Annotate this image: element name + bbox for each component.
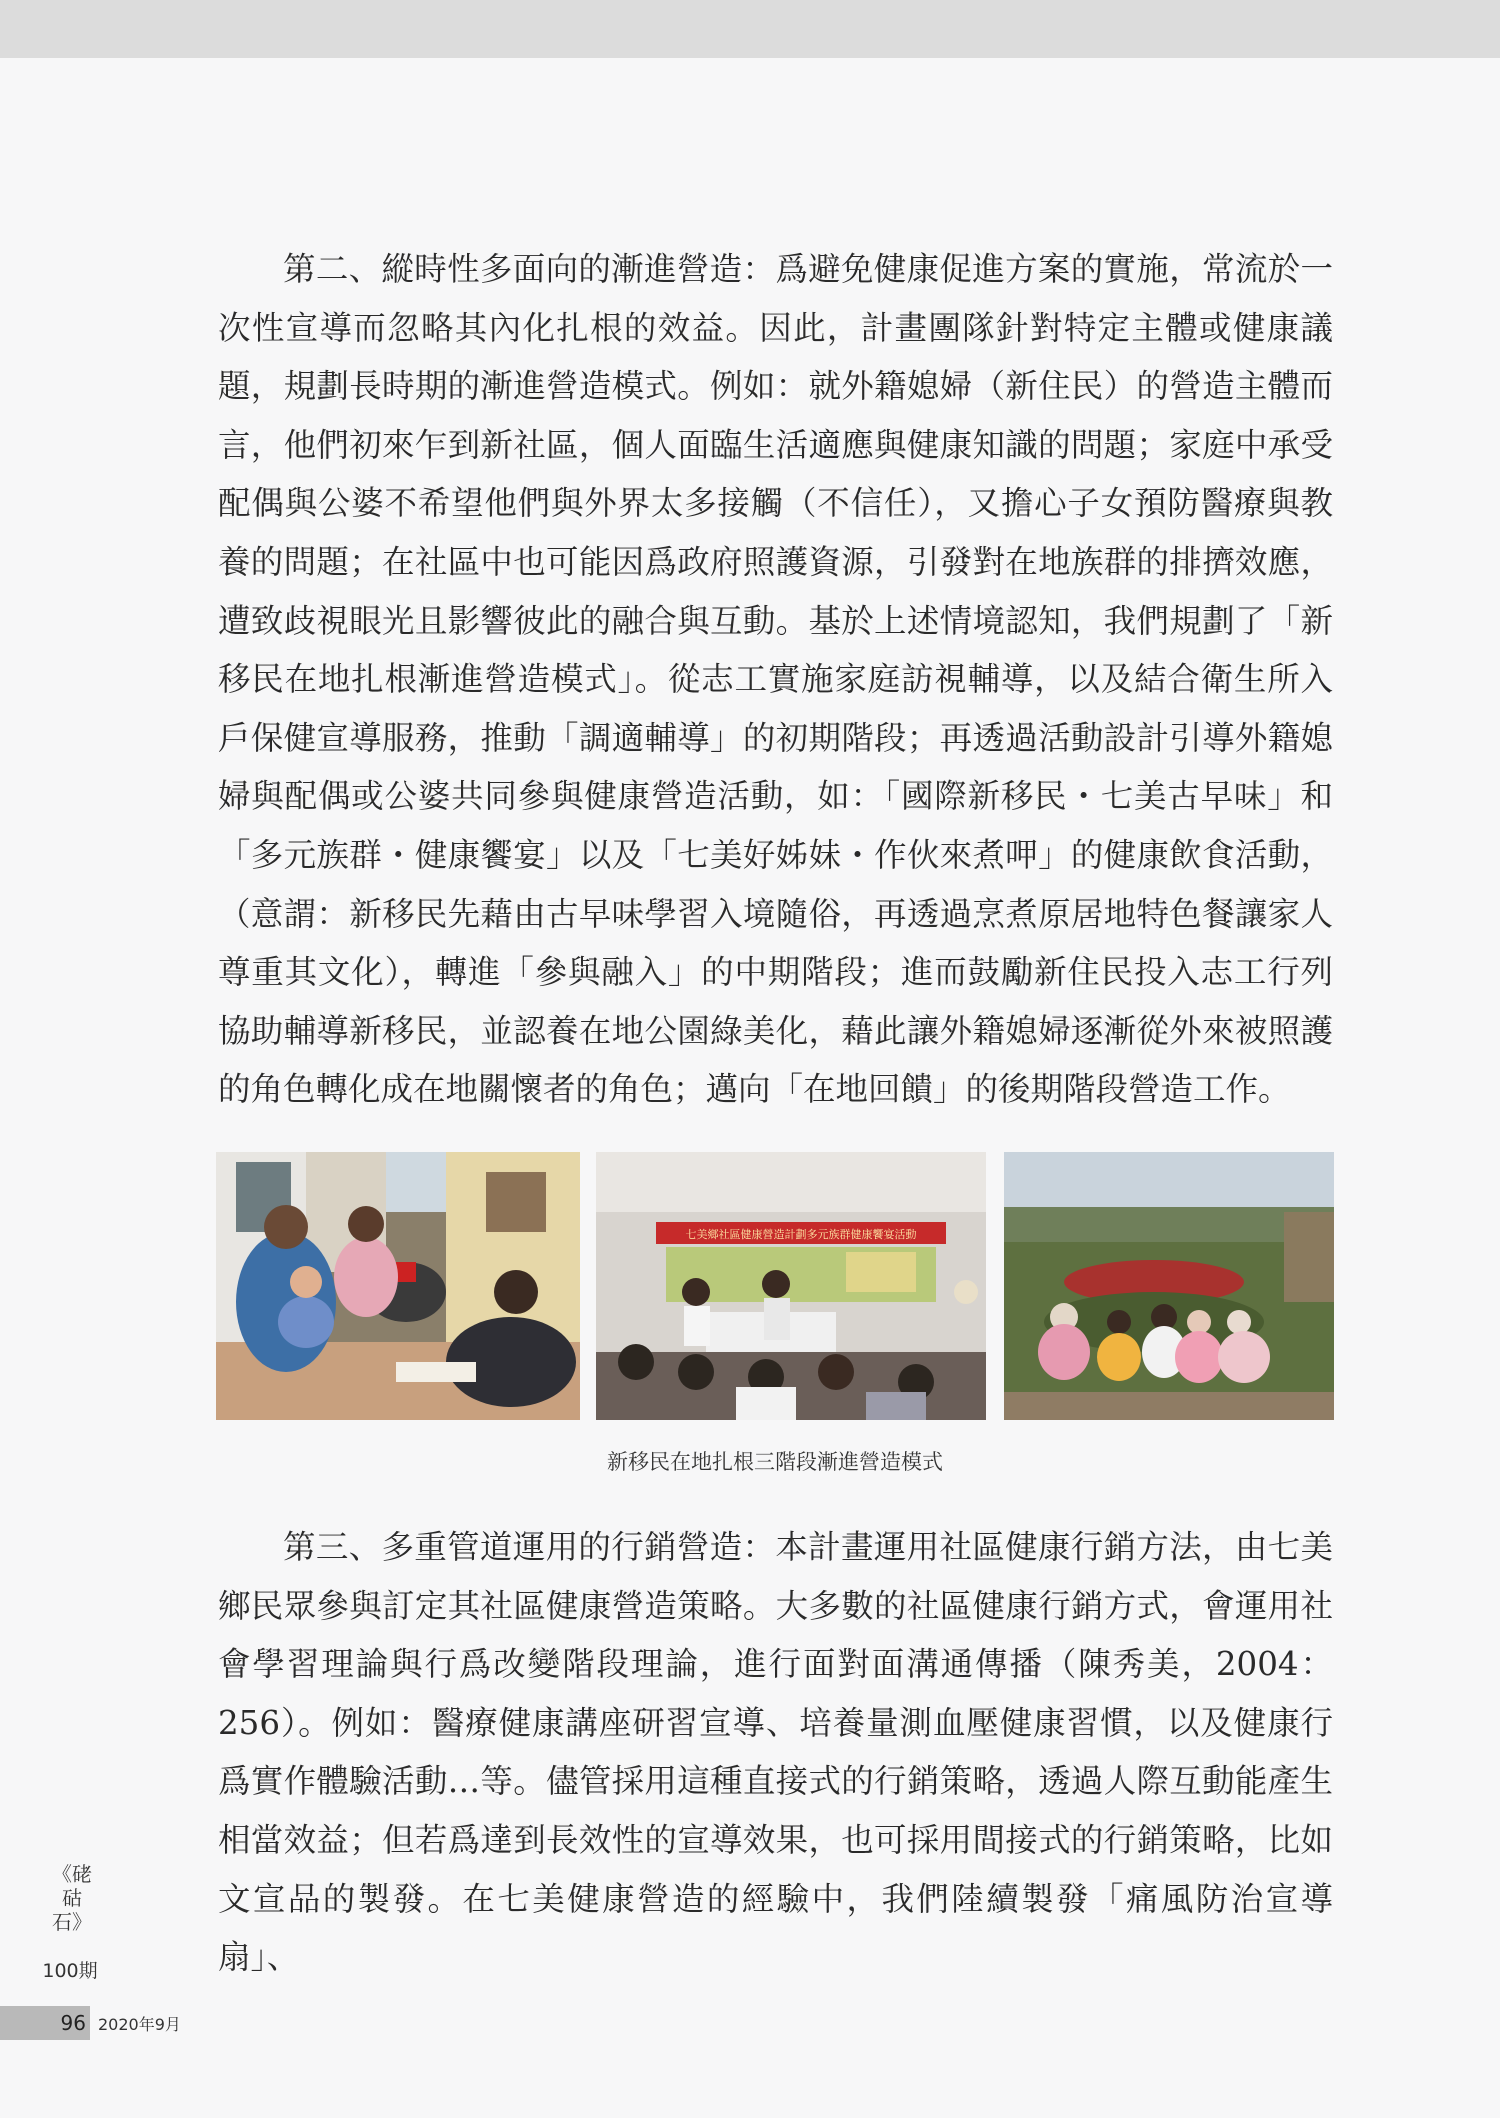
page-footer bbox=[0, 2006, 181, 2040]
issue-date: 2020年9月 bbox=[98, 2014, 181, 2034]
photo-cooking-event bbox=[596, 1152, 986, 1420]
issue-number: 100期 bbox=[42, 1960, 98, 1982]
photo-home-visit bbox=[216, 1152, 580, 1420]
scan-top-band bbox=[0, 0, 1500, 58]
paragraph-third-strategy: 第三、多重管道運用的行銷營造：本計畫運用社區健康行銷方法，由七美鄉民眾參與訂定其社區健康營造策略。大多數的社區健康行銷方式，會運用社會學習理論與行爲改變階段理論，進行面對面溝通傳播（陳秀美，2004：256）。例如：醫療健康講座研習宣導、培養量測血壓健康習慣，以及健康行爲實作體驗活動…等。儘管採用這種直接式的行銷策略，透過人際互動能產生相當效益；但若爲達到長效性的宣導效果，也可採用間接式的行銷策略，比如文宣品的製發。在七美健康營造的經驗中，我們陸續製發「痛風防治宣導扇」、 bbox=[218, 1528, 1333, 1977]
journal-name: 《硓𥑮石》 bbox=[52, 1862, 92, 1934]
photo-park-greening bbox=[1004, 1152, 1334, 1420]
paragraph-second-strategy: 第二、縱時性多面向的漸進營造：爲避免健康促進方案的實施，常流於一次性宣導而忽略其內化扎根的效益。因此，計畫團隊針對特定主體或健康議題，規劃長時期的漸進營造模式。例如：就外籍媳婦（新住民）的營造主體而言，他們初來乍到新社區，個人面臨生活適應與健康知識的問題；家庭中承受配偶與公婆不希望他們與外界太多接觸（不信任），又擔心子女預防醫療與教養的問題；在社區中也可能因爲政府照護資源，引發對在地族群的排擠效應，遭致歧視眼光且影響彼此的融合與互動。基於上述情境認知，我們規劃了「新移民在地扎根漸進營造模式」。從志工實施家庭訪視輔導，以及結合衛生所入戶保健宣導服務，推動「調適輔導」的初期階段；再透過活動設計引導外籍媳婦與配偶或公婆共同參與健康營造活動，如：「國際新移民・七美古早味」和「多元族群・健康饗宴」以及「七美好姊妹・作伙來煮呷」的健康飲食活動，（意謂：新移民先藉由古早味學習入境隨俗，再透過烹煮原居地特色餐讓家人尊重其文化），轉進「參與融入」的中期階段；進而鼓勵新住民投入志工行列協助輔導新移民，並認養在地公園綠美化，藉此讓外籍媳婦逐漸從外來被照護的角色轉化成在地關懷者的角色；邁向「在地回饋」的後期階段營造工作。 bbox=[218, 250, 1333, 1109]
banner-text: 七美鄉社區健康營造計劃多元族群健康饗宴活動 bbox=[685, 1228, 917, 1241]
page-number: 96 bbox=[0, 2006, 90, 2040]
figure-caption: 新移民在地扎根三階段漸進營造模式 bbox=[607, 1450, 943, 1474]
